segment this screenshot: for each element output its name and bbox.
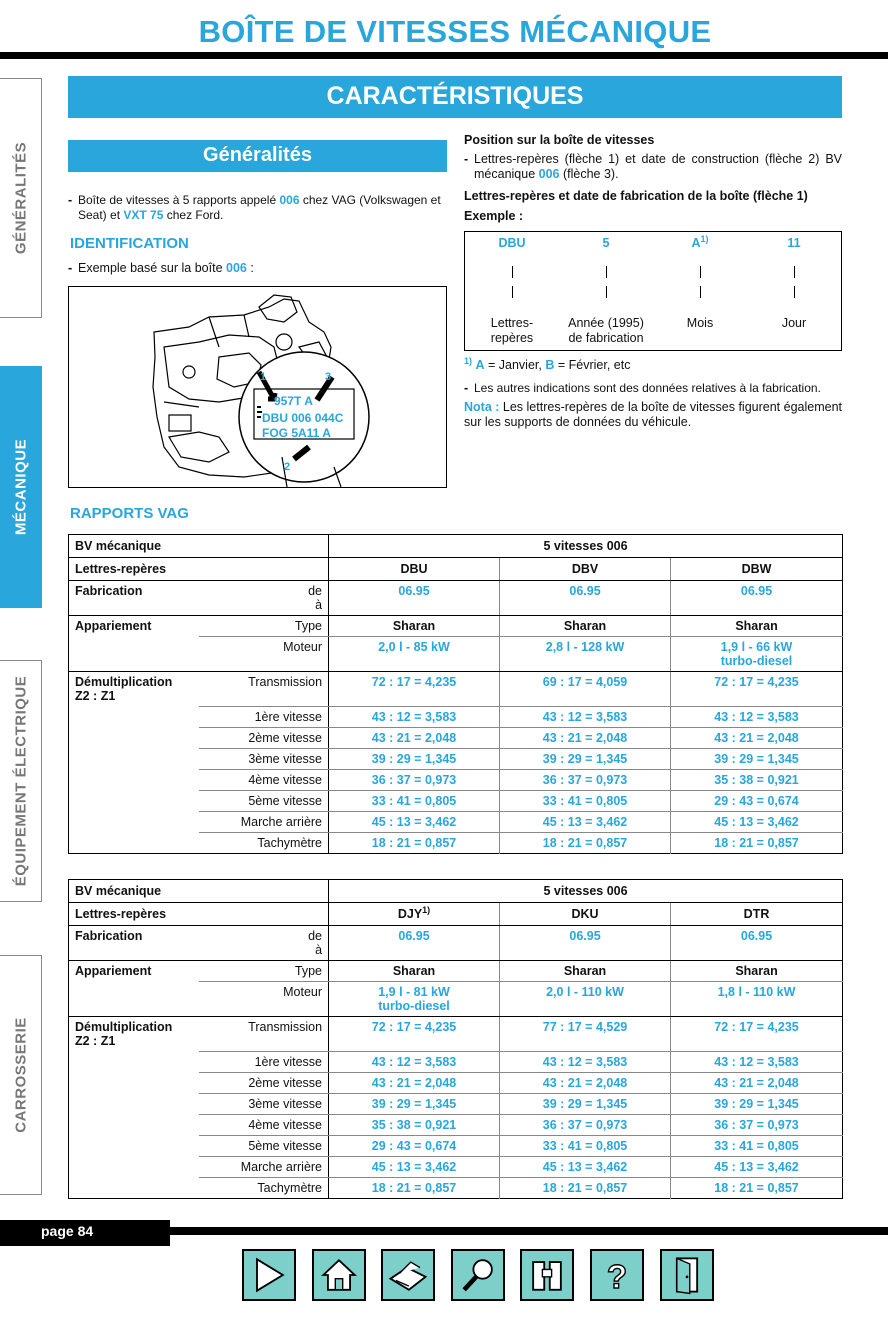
ratio-value: 72 : 17 = 4,235 (671, 1017, 843, 1052)
footnote: $^{1)}$ A = Janvier, B = Février, etc (464, 355, 631, 372)
code-cell: DBU (329, 558, 500, 581)
ratio-label: Marche arrière (199, 1157, 329, 1178)
arrow-3-label: 3 (325, 371, 332, 383)
ratio-value: 39 : 29 = 1,345 (329, 749, 500, 770)
side-tab-label: ÉQUIPEMENT ÉLECTRIQUE (12, 675, 29, 887)
ratio-value: 39 : 29 = 1,345 (500, 749, 671, 770)
ratio-label: Tachymètre (257, 1181, 323, 1195)
rapports-table-2 (68, 879, 843, 1199)
ratio-label: 4ème vitesse (199, 1115, 329, 1136)
printer-icon (383, 1251, 433, 1299)
code-cell: DJY$^{1)}$ (329, 903, 500, 926)
top-rule (0, 52, 888, 59)
table-row (69, 637, 843, 672)
position-heading: Position sur la boîte de vitesses (464, 133, 655, 147)
code-cell: DBW (671, 558, 843, 581)
ratio-value: 43 : 12 = 3,583 (500, 1052, 671, 1073)
section-banner: CARACTÉRISTIQUES (68, 76, 842, 118)
fabrication-value: 06.95 (329, 581, 500, 616)
ratio-label: 5ème vitesse (199, 791, 329, 812)
ratio-label: 1ère vitesse (199, 707, 329, 728)
ratio-value: 45 : 13 = 3,462 (329, 812, 500, 833)
home-button[interactable] (312, 1249, 366, 1301)
side-tab-carrosserie[interactable] (0, 955, 42, 1195)
ratio-value: 43 : 21 = 2,048 (671, 1073, 843, 1094)
ratio-label: 5ème vitesse (199, 1136, 329, 1157)
ratio-label: 1ère vitesse (199, 1052, 329, 1073)
identification-heading: IDENTIFICATION (70, 235, 189, 252)
lettres-reperes-label: Lettres-repères (69, 903, 329, 926)
example-label: Exemple : (464, 209, 524, 223)
moteur-value: 2,0 l - 110 kW (500, 982, 671, 1017)
arrow-2-label: 2 (284, 461, 291, 473)
moteur-value: 2,8 l - 128 kW (500, 637, 671, 672)
page-number: page 84 (0, 1220, 170, 1246)
ratio-value: 45 : 13 = 3,462 (500, 812, 671, 833)
ratio-label: Tachymètre (257, 836, 323, 850)
ratio-value: 43 : 21 = 2,048 (500, 728, 671, 749)
moteur-value: 2,0 l - 85 kW (329, 637, 500, 672)
ratio-value: 43 : 12 = 3,583 (329, 1052, 500, 1073)
ratio-label: Marche arrière (199, 812, 329, 833)
ratio-value: 72 : 17 = 4,235 (329, 672, 500, 707)
ratio-value: 18 : 21 = 0,857 (500, 833, 671, 854)
table-row (69, 903, 843, 926)
side-tab-mecanique[interactable] (0, 366, 42, 608)
table-row (69, 926, 843, 961)
ratio-value: 18 : 21 = 0,857 (671, 1178, 843, 1199)
ratio-value: 39 : 29 = 1,345 (671, 1094, 843, 1115)
table-row (69, 1157, 843, 1178)
table-row (69, 1094, 843, 1115)
ratio-value: 43 : 12 = 3,583 (500, 707, 671, 728)
table-row (69, 961, 843, 982)
table-row (69, 707, 843, 728)
ratio-value: 72 : 17 = 4,235 (671, 672, 843, 707)
help-button[interactable] (590, 1249, 644, 1301)
type-label: Type (199, 961, 329, 982)
type-value: Sharan (500, 961, 671, 982)
table-row (69, 1073, 843, 1094)
other-indications: - Les autres indications sont des données relatives à la fabrication. (464, 381, 821, 395)
intro-paragraph: - Boîte de vitesses à 5 rapports appelé 006 chez VAG (Volkswagen et Seat) et VXT 75 chez Ford. (68, 193, 441, 222)
side-tab-equipement-electrique[interactable] (0, 660, 42, 902)
fabrication-sublabel: de à (199, 581, 329, 616)
play-arrow-icon (244, 1251, 294, 1299)
label-fog: FOG 5A11 A (262, 426, 331, 440)
table-row (69, 728, 843, 749)
type-value: Sharan (671, 961, 843, 982)
generalites-banner: Généralités (68, 140, 447, 172)
ratio-value: 18 : 21 = 0,857 (500, 1178, 671, 1199)
ratio-value: 77 : 17 = 4,529 (500, 1017, 671, 1052)
ratio-value: 35 : 38 = 0,921 (671, 770, 843, 791)
next-button[interactable] (242, 1249, 296, 1301)
ratio-value: 29 : 43 = 0,674 (671, 791, 843, 812)
ratio-value: 36 : 37 = 0,973 (329, 770, 500, 791)
ratio-label: Transmission (199, 672, 329, 707)
table-row (69, 535, 843, 558)
ratio-value: 35 : 38 = 0,921 (329, 1115, 500, 1136)
ratio-label: 2ème vitesse (199, 728, 329, 749)
table-row (69, 672, 843, 707)
moteur-label: Moteur (199, 982, 329, 1017)
print-button[interactable] (381, 1249, 435, 1301)
home-icon (314, 1251, 364, 1299)
type-value: Sharan (329, 616, 500, 637)
ratio-value: 45 : 13 = 3,462 (671, 1157, 843, 1178)
table-row (69, 791, 843, 812)
demultiplication-label: Démultiplication Z2 : Z1 (75, 675, 173, 703)
bv-value: 5 vitesses 006 (329, 880, 843, 903)
ratio-value: 39 : 29 = 1,345 (329, 1094, 500, 1115)
ratio-value: 33 : 41 = 0,805 (671, 1136, 843, 1157)
ratio-label: 4ème vitesse (199, 770, 329, 791)
ratio-label: 3ème vitesse (199, 749, 329, 770)
code-cell: DTR (671, 903, 843, 926)
fabrication-value: 06.95 (500, 581, 671, 616)
search-button[interactable] (451, 1249, 505, 1301)
nota-paragraph: Nota : Les lettres-repères de la boîte de vitesses figurent également sur les supports de données du véhicule. (464, 400, 842, 429)
ratio-value: 33 : 41 = 0,805 (500, 791, 671, 812)
ratio-label: 2ème vitesse (199, 1073, 329, 1094)
ratio-value: 45 : 13 = 3,462 (500, 1157, 671, 1178)
gearbox-illustration (68, 286, 447, 488)
type-value: Sharan (671, 616, 843, 637)
ratio-value: 43 : 21 = 2,048 (671, 728, 843, 749)
ratio-value: 45 : 13 = 3,462 (329, 1157, 500, 1178)
table-row (69, 558, 843, 581)
lettres-reperes-label: Lettres-repères (69, 558, 329, 581)
ratio-label: 3ème vitesse (199, 1094, 329, 1115)
rapports-heading: RAPPORTS VAG (70, 505, 189, 522)
ratio-value: 39 : 29 = 1,345 (500, 1094, 671, 1115)
code-cell: DKU (500, 903, 671, 926)
moteur-value: 1,8 l - 110 kW (671, 982, 843, 1017)
page-title: BOÎTE DE VITESSES MÉCANIQUE (198, 14, 712, 49)
ratio-value: 43 : 12 = 3,583 (329, 707, 500, 728)
ratio-value: 33 : 41 = 0,805 (329, 791, 500, 812)
ratio-value: 18 : 21 = 0,857 (329, 1178, 500, 1199)
table-row (69, 581, 843, 616)
arrow-1-label: 1 (260, 371, 267, 383)
bv-label: BV mécanique (69, 535, 329, 558)
appariement-label: Appariement (75, 964, 152, 978)
code-example-box: DBU Lettres- repères 5 Année (1995) de fabrication $A^{1)}$ Mois 11 Jour (464, 231, 842, 351)
table-row (69, 770, 843, 791)
table-row (69, 982, 843, 1017)
table-row (69, 749, 843, 770)
appariement-label: Appariement (75, 619, 152, 633)
fabrication-label: Fabrication (69, 926, 199, 961)
fabrication-label: Fabrication (69, 581, 199, 616)
ratio-value: 33 : 41 = 0,805 (500, 1136, 671, 1157)
ratio-label: Transmission (199, 1017, 329, 1052)
table-row (69, 833, 843, 854)
code-cell: DBV (500, 558, 671, 581)
table-row (69, 1136, 843, 1157)
type-label: Type (199, 616, 329, 637)
door-exit-icon (662, 1251, 712, 1299)
type-value: Sharan (329, 961, 500, 982)
ratio-value: 29 : 43 = 0,674 (329, 1136, 500, 1157)
side-tab-generalites[interactable] (0, 78, 42, 318)
ratio-value: 72 : 17 = 4,235 (329, 1017, 500, 1052)
ratio-value: 45 : 13 = 3,462 (671, 812, 843, 833)
side-tab-label: GÉNÉRALITÉS (12, 141, 29, 255)
rapports-table-1 (68, 534, 843, 854)
table-row (69, 1115, 843, 1136)
fabrication-value: 06.95 (500, 926, 671, 961)
fabrication-sublabel: de à (199, 926, 329, 961)
table-row (69, 616, 843, 637)
table-row (69, 1017, 843, 1052)
ratio-value: 36 : 37 = 0,973 (500, 770, 671, 791)
table-row (69, 812, 843, 833)
ratio-value: 18 : 21 = 0,857 (329, 833, 500, 854)
gearbox-drawing (69, 287, 446, 487)
side-tab-label: MÉCANIQUE (12, 438, 29, 536)
fabrication-value: 06.95 (329, 926, 500, 961)
ratio-value: 43 : 21 = 2,048 (329, 1073, 500, 1094)
demultiplication-label: Démultiplication Z2 : Z1 (75, 1020, 173, 1048)
codes-heading: Lettres-repères et date de fabrication de la boîte (flèche 1) (464, 189, 808, 203)
fabrication-value: 06.95 (671, 581, 843, 616)
ratio-value: 43 : 12 = 3,583 (671, 1052, 843, 1073)
ratio-value: 43 : 21 = 2,048 (329, 728, 500, 749)
fabrication-value: 06.95 (671, 926, 843, 961)
bv-value: 5 vitesses 006 (329, 535, 843, 558)
ratio-value: 69 : 17 = 4,059 (500, 672, 671, 707)
position-paragraph: - Lettres-repères (flèche 1) et date de construction (flèche 2) BV mécanique 006 (flèche 3). (464, 152, 842, 181)
binoculars-icon (522, 1251, 572, 1299)
ratio-value: 36 : 37 = 0,973 (671, 1115, 843, 1136)
table-row (69, 1178, 843, 1199)
label-dbu: DBU 006 044C (262, 411, 344, 425)
type-value: Sharan (500, 616, 671, 637)
ratio-value: 18 : 21 = 0,857 (671, 833, 843, 854)
moteur-label: Moteur (199, 637, 329, 672)
svg-text:?: ? (606, 1258, 628, 1296)
ratio-value: 43 : 21 = 2,048 (500, 1073, 671, 1094)
exit-button[interactable] (660, 1249, 714, 1301)
table-row (69, 1052, 843, 1073)
example-paragraph: - Exemple basé sur la boîte 006 : (68, 261, 254, 275)
ratio-value: 39 : 29 = 1,345 (671, 749, 843, 770)
bv-label: BV mécanique (69, 880, 329, 903)
ratio-value: 36 : 37 = 0,973 (500, 1115, 671, 1136)
ratio-value: 43 : 12 = 3,583 (671, 707, 843, 728)
question-icon (592, 1251, 642, 1299)
moteur-value: 1,9 l - 81 kW turbo-diesel (329, 982, 500, 1017)
side-tab-label: CARROSSERIE (12, 1017, 29, 1133)
magnifier-icon (453, 1251, 503, 1299)
label-957t: 957T A (274, 394, 313, 408)
moteur-value: 1,9 l - 66 kW turbo-diesel (671, 637, 843, 672)
table-row (69, 880, 843, 903)
find-button[interactable] (520, 1249, 574, 1301)
